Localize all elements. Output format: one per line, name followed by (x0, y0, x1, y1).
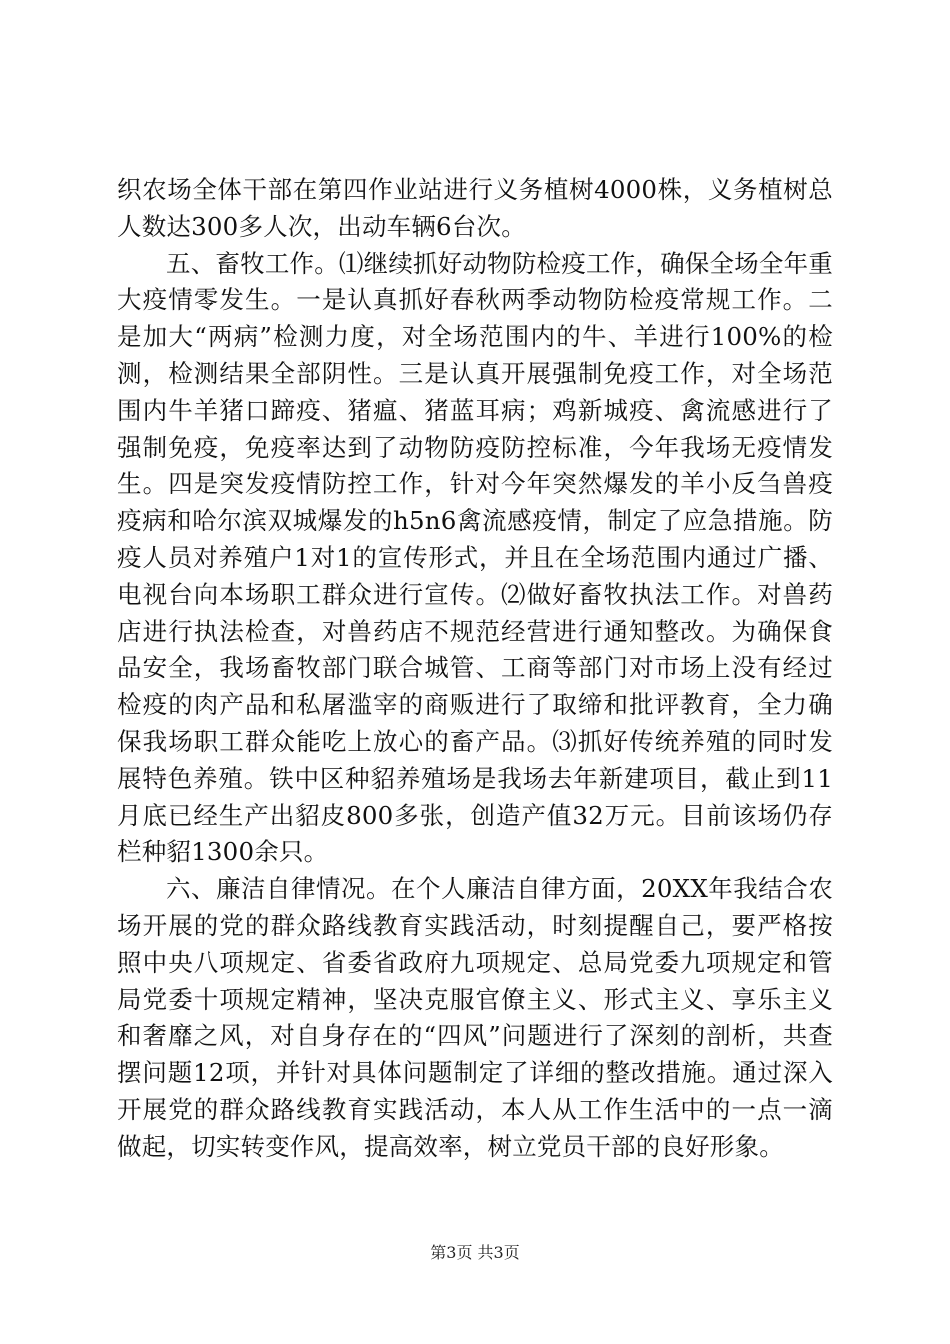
page-footer: 第3页 共3页 (430, 1243, 520, 1262)
paragraph-continuation: 织农场全体干部在第四作业站进行义务植树4000株，义务植树总人数达300多人次，出动车辆6台次。 (117, 175, 833, 241)
paragraph-animal-husbandry: 五、畜牧工作。⑴继续抓好动物防检疫工作，确保全场全年重大疫情零发生。一是认真抓好春秋两季动物防检疫常规工作。二是加大“两病”检测力度，对全场范围内的牛、羊进行100%的检测，检测结果全部阴性。三是认真开展强制免疫工作，对全场范围内牛羊猪口蹄疫、猪瘟、猪蓝耳病；鸡新城疫、禽流感进行了强制免疫，免疫率达到了动物防疫防控标准，今年我场无疫情发生。四是突发疫情防控工作，针对今年突然爆发的羊小反刍兽疫疫病和哈尔滨双城爆发的h5n6禽流感疫情，制定了应急措施。防疫人员对养殖户1对1的宣传形式，并且在全场范围内通过广播、电视台向本场职工群众进行宣传。⑵做好畜牧执法工作。对兽药店进行执法检查，对兽药店不规范经营进行通知整改。为确保食品安全，我场畜牧部门联合城管、工商等部门对市场上没有经过检疫的肉产品和私屠滥宰的商贩进行了取缔和批评教育，全力确保我场职工群众能吃上放心的畜产品。⑶抓好传统养殖的同时发展特色养殖。铁中区种貂养殖场是我场去年新建项目，截止到11月底已经生产出貂皮800多张，创造产值32万元。目前该场仍存栏种貂1300余只。 (117, 248, 833, 867)
document-body (117, 172, 833, 1166)
paragraph-integrity-self-discipline: 六、廉洁自律情况。在个人廉洁自律方面，20XX年我结合农场开展的党的群众路线教育实践活动，时刻提醒自己，要严格按照中央八项规定、省委省政府九项规定、总局党委九项规定和管局党委十项规定精神，坚决克服官僚主义、形式主义、享乐主义和奢靡之风，对自身存在的“四风”问题进行了深刻的剖析，共查摆问题12项，并针对具体问题制定了详细的整改措施。通过深入开展党的群众路线教育实践活动，本人从工作生活中的一点一滴做起，切实转变作风，提高效率，树立党员干部的良好形象。 (117, 874, 833, 1161)
